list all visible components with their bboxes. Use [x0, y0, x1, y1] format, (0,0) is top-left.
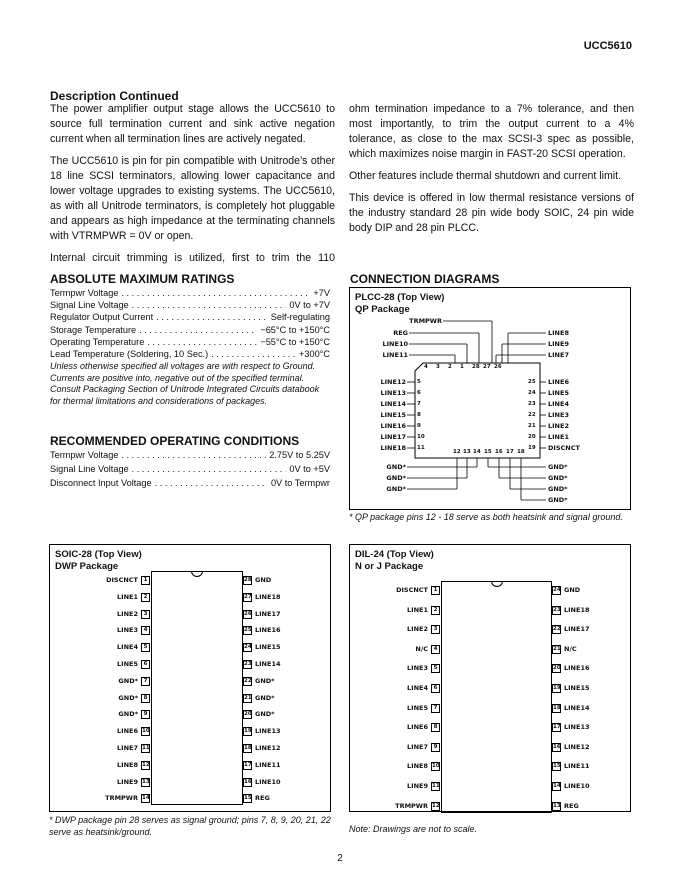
pin-number: 22 — [528, 412, 536, 418]
soic-title: SOIC-28 (Top View) — [55, 549, 142, 560]
pin-number: 26 — [494, 364, 502, 370]
pin-label: GND* — [548, 496, 568, 504]
pin-label: LINE14 — [380, 400, 406, 408]
pin-label: LINE1 — [117, 592, 138, 601]
spec-row — [50, 476, 330, 490]
pin-number: 22 — [244, 677, 252, 684]
pin-label: GND* — [386, 474, 406, 482]
pin-number: 14 — [553, 783, 561, 789]
pin-number: 4 — [141, 626, 150, 635]
pin-label: LINE2 — [407, 625, 428, 634]
pin-label: LINE12 — [255, 744, 281, 752]
pin-label: LINE3 — [548, 411, 569, 419]
pin-label: LINE14 — [564, 703, 590, 712]
rec-op-list — [50, 448, 330, 490]
pin-number: 18 — [244, 745, 252, 751]
pin-label: LINE1 — [407, 605, 428, 614]
abs-max-note: Unless otherwise specified all voltages are with respect to Ground. Currents are positive into, negative out of the specified terminal. — [50, 361, 316, 383]
rec-op-title: RECOMMENDED OPERATING CONDITIONS — [50, 434, 300, 448]
pin-number: 19 — [244, 728, 252, 735]
pin-number: 3 — [141, 610, 150, 619]
chip-body — [415, 363, 540, 458]
pin-label: LINE17 — [380, 433, 406, 441]
pin-label: LINE12 — [564, 742, 590, 751]
pin-label: LINE5 — [548, 389, 569, 397]
pin-number: 26 — [244, 610, 252, 617]
pin-label: GND* — [386, 485, 406, 493]
pin-number: 20 — [244, 711, 252, 718]
pin-label: GND* — [118, 676, 138, 685]
spec-label: Lead Temperature (Soldering, 10 Sec.) — [50, 349, 209, 360]
pin-number: 11 — [432, 783, 440, 789]
pin-label: LINE2 — [117, 609, 138, 618]
dil-subtitle: N or J Package — [355, 561, 424, 572]
pin-number: 5 — [417, 379, 421, 385]
spec-row — [50, 448, 330, 462]
pin-label: N/C — [415, 644, 428, 653]
pin-number: 1 — [141, 576, 150, 585]
pin-label: LINE9 — [117, 777, 138, 786]
pin-label: LINE18 — [255, 592, 281, 601]
pin-number: 9 — [431, 743, 440, 752]
pin-number: 2 — [431, 606, 440, 615]
spec-row — [50, 324, 330, 336]
pin-number: 1 — [460, 364, 464, 370]
pin-number: 2 — [141, 593, 150, 602]
pin-number: 6 — [431, 684, 440, 693]
pin-label: LINE16 — [255, 626, 281, 635]
pin-label: DISCNCT — [396, 586, 428, 594]
pin-label: LINE6 — [548, 378, 569, 386]
pin-label: GND* — [386, 463, 406, 471]
abs-max-note: Consult Packaging Section of Unitrode Integrated Circuits databook for thermal limitations and considerations of packages. — [50, 384, 320, 406]
pin-label: LINE5 — [117, 660, 138, 668]
abs-max-title: ABSOLUTE MAXIMUM RATINGS — [50, 272, 235, 286]
pin-label: LINE15 — [255, 643, 281, 652]
pin-number: 24 — [244, 644, 252, 651]
spec-value: 0V to +5V — [289, 464, 330, 474]
dil-title: DIL-24 (Top View) — [355, 549, 434, 560]
pin-label: REG — [564, 801, 579, 810]
pin-label: GND* — [118, 693, 138, 702]
pin-number: 9 — [141, 710, 150, 719]
pin-label: LINE17 — [564, 625, 590, 634]
description-title: Description Continued — [50, 89, 179, 103]
pin-number: 14 — [473, 449, 481, 455]
pin-number: 16 — [244, 778, 252, 785]
pin-label: DISCNCT — [106, 576, 138, 584]
pin-label: GND — [255, 576, 272, 584]
pin-label: TRMPWR — [395, 801, 428, 810]
pin-label: LINE9 — [407, 782, 428, 790]
pin-label: LINE7 — [548, 351, 569, 359]
spec-value: Self-regulating — [270, 312, 330, 323]
pin-number: 12 — [453, 449, 461, 455]
description-left-column — [50, 102, 335, 266]
spec-value: 0V to Termpwr — [270, 478, 330, 488]
pin-label: GND* — [255, 710, 275, 719]
pin-label: LINE13 — [380, 389, 406, 397]
pin-label: LINE3 — [117, 626, 138, 635]
description-paragraph: The power amplifier output stage allows the UCC5610 to source full termination current and sink active negation current when all termination lines are actively negated. — [50, 103, 335, 145]
chip-body — [441, 581, 552, 813]
pin-label: LINE2 — [548, 422, 569, 430]
spec-value: +7V — [313, 288, 330, 298]
dil-note: Note: Drawings are not to scale. — [349, 824, 478, 834]
pin-number: 25 — [244, 627, 252, 634]
pin-number: 21 — [244, 694, 252, 701]
description-right-column — [349, 102, 634, 236]
pin-number: 17 — [553, 724, 561, 731]
pin-number: 2 — [448, 364, 452, 370]
pin-label: GND* — [548, 474, 568, 482]
pin-label: LINE9 — [548, 340, 569, 348]
pin-label: LINE16 — [564, 664, 590, 673]
spec-label: Signal Line Voltage — [50, 464, 129, 474]
pin-label: LINE17 — [255, 609, 281, 618]
spec-row — [50, 287, 330, 299]
pin-label: GND* — [548, 463, 568, 471]
pin-number: 7 — [417, 401, 421, 407]
pin-label: LINE11 — [564, 762, 590, 771]
soic-note: * DWP package pin 28 serves as signal ground; pins 7, 8, 9, 20, 21, 22 serve as heatsink/ground. — [49, 815, 331, 837]
pin-number: 18 — [553, 704, 561, 711]
pin-number: 10 — [142, 728, 150, 735]
pin-label: LINE12 — [380, 378, 406, 386]
pin-number: 3 — [436, 364, 440, 370]
pin-number: 24 — [553, 587, 561, 593]
pin-number: 12 — [432, 802, 440, 809]
part-number-header: UCC5610 — [583, 40, 632, 52]
pin-label: LINE7 — [117, 744, 138, 752]
pin-label: LINE11 — [255, 760, 281, 769]
pin-label: TRMPWR — [409, 317, 442, 325]
pin-number: 3 — [431, 625, 440, 634]
pin-label: LINE16 — [380, 422, 406, 430]
abs-max-list — [50, 287, 330, 407]
pin-number: 22 — [553, 626, 561, 633]
pin-label: LINE8 — [548, 329, 569, 337]
spec-label: Disconnect Input Voltage — [50, 478, 152, 488]
pin-label: LINE7 — [407, 742, 428, 751]
pin-number: 11 — [142, 745, 150, 751]
soic-diagram-box — [49, 544, 331, 812]
pin-number: 7 — [431, 704, 440, 713]
pin-number: 24 — [528, 390, 536, 396]
pin-number: 8 — [417, 412, 421, 418]
plcc-diagram-box — [349, 287, 631, 510]
pin-number: 20 — [553, 665, 561, 672]
spec-row — [50, 299, 330, 311]
pin-label: LINE13 — [564, 723, 590, 732]
pin-number: 19 — [528, 445, 536, 451]
pin-label: TRMPWR — [105, 794, 138, 803]
pin-label: LINE10 — [255, 777, 281, 786]
pin-number: 9 — [417, 423, 421, 429]
connection-title: CONNECTION DIAGRAMS — [350, 272, 500, 286]
pin-number: 15 — [244, 795, 252, 802]
pin-number: 21 — [553, 645, 561, 652]
pin-number: 15 — [553, 763, 561, 770]
pin-number: 21 — [528, 423, 536, 429]
pin-number: 23 — [244, 661, 252, 667]
pin-number: 17 — [244, 761, 252, 768]
pin-label: DISCNCT — [548, 444, 580, 452]
pin-number: 16 — [495, 449, 503, 455]
spec-label: Storage Temperature — [50, 324, 137, 335]
pin-label: GND* — [118, 710, 138, 719]
dil-pinout — [350, 545, 632, 813]
pin-number: 15 — [484, 449, 492, 455]
page-number: 2 — [337, 853, 343, 864]
pin-number: 6 — [141, 660, 150, 669]
pin-number: 13 — [142, 778, 150, 785]
pin-label: N/C — [564, 644, 577, 653]
pin-label: LINE18 — [380, 444, 406, 452]
pin-number: 25 — [528, 379, 536, 385]
pin-label: LINE6 — [407, 723, 428, 732]
pin-number: 1 — [431, 586, 440, 595]
spec-row — [50, 336, 330, 348]
pin-number: 27 — [244, 593, 252, 600]
description-paragraph: This device is offered in low thermal resistance versions of the industry standard 28 pin wide body SOIC, 24 pin wide body DIP and 28 pin PLCC. — [349, 192, 634, 234]
pin-label: LINE15 — [564, 684, 590, 692]
spec-value: −55°C to +150°C — [260, 336, 330, 347]
plcc-pinout — [350, 288, 632, 511]
pin-number: 23 — [528, 401, 536, 407]
pin-label: GND* — [255, 693, 275, 702]
pin-number: 5 — [141, 643, 150, 652]
chip-body — [151, 571, 243, 805]
plcc-title: PLCC-28 (Top View) — [355, 292, 445, 303]
pin-label: LINE10 — [382, 340, 408, 348]
description-paragraph: The UCC5610 is pin for pin compatible with Unitrode’s other 18 line SCSI terminators, allowing lower capacitance and lower voltage upgrades to existing systems. The UCC5610, as with all Unitrode terminators, is completely hot pluggable and appears as high impedance at the terminating channels with VTRMPWR = 0V or open. — [50, 155, 335, 242]
pin-number: 11 — [417, 445, 425, 451]
pin-number: 16 — [553, 743, 561, 750]
pin-label: GND — [564, 586, 581, 594]
pin-number: 28 — [472, 364, 480, 370]
spec-label: Termpwr Voltage — [50, 288, 119, 298]
spec-row — [50, 311, 330, 323]
spec-row — [50, 462, 330, 476]
description-paragraph: Other features include thermal shutdown and current limit. — [349, 170, 622, 182]
spec-label: Operating Temperature — [50, 336, 145, 347]
pin-label: LINE15 — [380, 411, 406, 419]
soic-subtitle: DWP Package — [55, 561, 119, 572]
pin-number: 19 — [553, 685, 561, 691]
soic-pinout — [50, 545, 332, 813]
pin-label: REG — [255, 794, 270, 803]
spec-value: 0V to +7V — [289, 300, 330, 311]
pin-label: LINE1 — [548, 433, 569, 441]
pin-label: LINE5 — [407, 703, 428, 712]
pin-number: 13 — [553, 802, 561, 809]
spec-value: −65°C to +150°C — [260, 324, 330, 335]
pin-number: 10 — [417, 434, 425, 440]
pin-number: 23 — [553, 606, 561, 613]
pin-label: LINE11 — [382, 351, 408, 359]
pin-label: LINE18 — [564, 605, 590, 614]
pin-number: 27 — [483, 364, 491, 370]
pin-number: 4 — [431, 645, 440, 654]
plcc-note: * QP package pins 12 - 18 serve as both heatsink and signal ground. — [349, 512, 623, 522]
pin-number: 4 — [424, 364, 428, 370]
description-paragraph: Internal circuit trimming is utilized, first to trim the 110 — [50, 252, 335, 264]
spec-label: Signal Line Voltage — [50, 300, 129, 311]
pin-label: LINE4 — [548, 400, 569, 408]
spec-value: 2.75V to 5.25V — [269, 450, 330, 460]
plcc-subtitle: QP Package — [355, 304, 410, 315]
spec-row — [50, 348, 330, 360]
pin-number: 8 — [141, 694, 150, 703]
dil-diagram-box — [349, 544, 631, 812]
pin-label: GND* — [255, 676, 275, 685]
spec-label: Regulator Output Current — [50, 312, 154, 323]
pin-label: LINE10 — [564, 782, 590, 790]
pin-number: 8 — [431, 723, 440, 732]
pin-label: LINE8 — [117, 760, 138, 769]
spec-value: +300°C — [298, 349, 330, 360]
pin-number: 20 — [528, 434, 536, 440]
pin-number: 12 — [142, 761, 150, 768]
pin-number: 6 — [417, 390, 421, 396]
pin-number: 18 — [517, 449, 525, 455]
pin-number: 7 — [141, 677, 150, 686]
pin-number: 5 — [431, 664, 440, 673]
pin-number: 28 — [244, 577, 252, 583]
pin-label: LINE6 — [117, 727, 138, 736]
pin-label: GND* — [548, 485, 568, 493]
pin-label: LINE4 — [117, 643, 138, 652]
pin-label: LINE4 — [407, 684, 428, 692]
pin-label: REG — [393, 329, 408, 337]
pin-label: LINE13 — [255, 727, 281, 736]
description-paragraph: ohm termination impedance to a 7% tolerance, and then most importantly, to trim the output current to a 4% tolerance, as close to the max SCSI-3 spec as possible, which maximizes noise margin in FAST-20 SCSI operation. — [349, 103, 634, 160]
pin-number: 14 — [142, 795, 150, 802]
pin-label: LINE14 — [255, 660, 281, 668]
spec-label: Termpwr Voltage — [50, 450, 119, 460]
pin-label: LINE8 — [407, 762, 428, 771]
pin-number: 10 — [432, 763, 440, 770]
pin-number: 13 — [463, 449, 471, 455]
pin-number: 17 — [506, 449, 514, 455]
pin-label: LINE3 — [407, 664, 428, 673]
